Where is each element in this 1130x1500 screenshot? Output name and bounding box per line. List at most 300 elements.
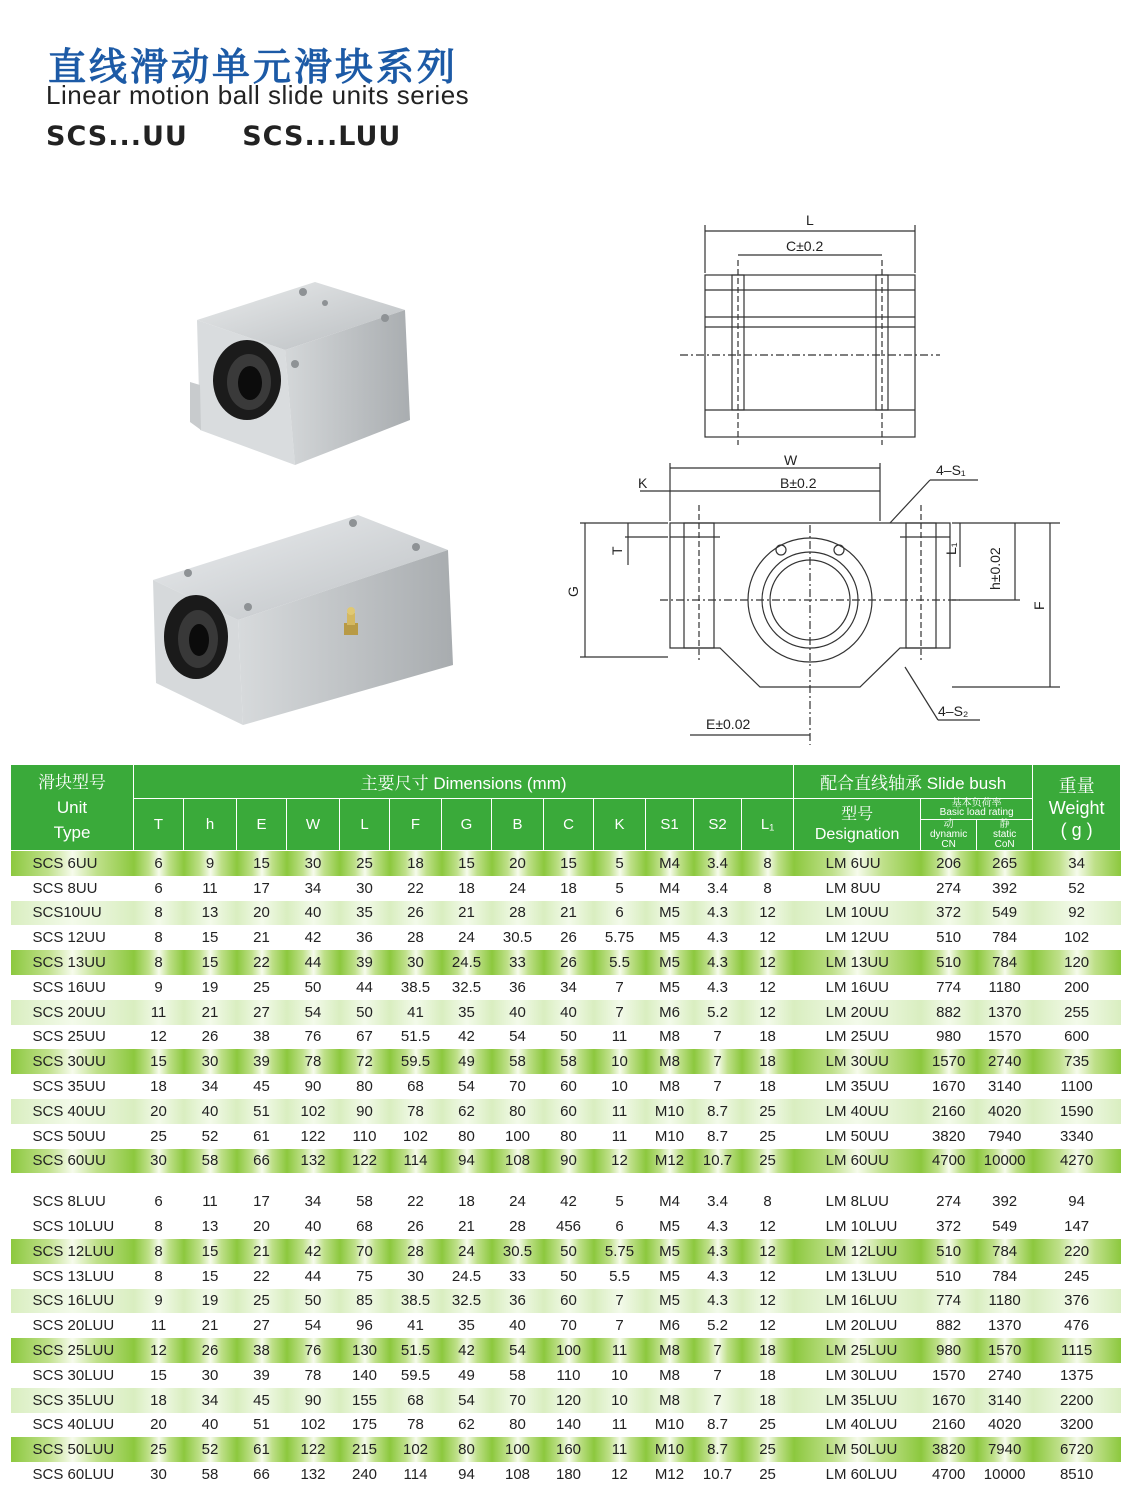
table-cell: 24 (442, 925, 492, 950)
table-cell: 120 (544, 1388, 594, 1413)
col-C: C (544, 799, 594, 851)
table-cell: 510 (921, 1239, 977, 1264)
table-cell: 70 (492, 1074, 544, 1099)
table-cell: 1180 (977, 975, 1033, 1000)
table-cell: 40 (492, 1313, 544, 1338)
table-cell: 42 (287, 1239, 340, 1264)
table-cell: 4.3 (694, 950, 742, 975)
table-cell: 3.4 (694, 876, 742, 901)
table-cell: 40 (184, 1099, 237, 1124)
table-cell: 7 (594, 1313, 646, 1338)
table-cell: 2740 (977, 1049, 1033, 1074)
table-cell: 7 (694, 1338, 742, 1363)
table-cell: 60 (544, 1289, 594, 1314)
table-cell: 102 (390, 1124, 442, 1149)
table-cell: 80 (544, 1124, 594, 1149)
table-cell: M8 (646, 1074, 694, 1099)
table-cell: 122 (287, 1437, 340, 1462)
table-cell: 5 (594, 876, 646, 901)
table-cell: 376 (1033, 1289, 1121, 1314)
table-cell: 7 (694, 1074, 742, 1099)
table-cell: 100 (544, 1338, 594, 1363)
table-cell: 4270 (1033, 1149, 1121, 1174)
table-cell: 36 (340, 925, 390, 950)
unit-type-cell: SCS 13LUU (11, 1264, 134, 1289)
luu-row (11, 1313, 1121, 1338)
table-cell: 28 (390, 1239, 442, 1264)
col-L1: L₁ (742, 799, 794, 851)
col-designation (794, 799, 921, 851)
table-cell: 8 (742, 851, 794, 876)
designation-cell: LM 8LUU (794, 1189, 921, 1214)
table-cell: 40 (544, 1000, 594, 1025)
uu-row (11, 975, 1121, 1000)
table-cell: 102 (1033, 925, 1121, 950)
designation-cn: 型号 (841, 805, 874, 823)
designation-cell: LM 60LUU (794, 1462, 921, 1487)
table-cell: 51 (237, 1099, 287, 1124)
table-cell: 80 (340, 1074, 390, 1099)
table-cell: 44 (287, 1264, 340, 1289)
table-cell: 215 (340, 1437, 390, 1462)
table-cell: M4 (646, 876, 694, 901)
table-cell: 7 (594, 1289, 646, 1314)
table-cell: 90 (287, 1388, 340, 1413)
table-cell: 15 (237, 851, 287, 876)
table-cell: 456 (544, 1214, 594, 1239)
table-cell: 20 (492, 851, 544, 876)
table-cell: 11 (184, 876, 237, 901)
table-cell: M8 (646, 1363, 694, 1388)
table-cell: 8 (134, 1214, 184, 1239)
table-cell: 3820 (921, 1124, 977, 1149)
table-cell: 3.4 (694, 851, 742, 876)
table-cell: 274 (921, 876, 977, 901)
unit-type-cell: SCS10UU (11, 901, 134, 926)
table-cell: 4020 (977, 1413, 1033, 1438)
table-cell: 68 (390, 1388, 442, 1413)
designation-cell: LM 30LUU (794, 1363, 921, 1388)
table-cell: 2160 (921, 1099, 977, 1124)
table-cell: 44 (340, 975, 390, 1000)
table-cell: 21 (442, 1214, 492, 1239)
unit-type-cell: SCS 35LUU (11, 1388, 134, 1413)
table-cell: 45 (237, 1074, 287, 1099)
col-S2: S2 (694, 799, 742, 851)
table-cell: 25 (742, 1149, 794, 1174)
table-cell: 92 (1033, 901, 1121, 926)
designation-cell: LM 20LUU (794, 1313, 921, 1338)
header-type-en1: Unit (56, 798, 88, 817)
table-cell: 245 (1033, 1264, 1121, 1289)
table-cell: 1670 (921, 1074, 977, 1099)
table-cell: 18 (742, 1388, 794, 1413)
table-cell: 40 (184, 1413, 237, 1438)
table-cell: 28 (492, 901, 544, 926)
col-B: B (492, 799, 544, 851)
table-cell: 28 (492, 1214, 544, 1239)
table-cell: 78 (287, 1363, 340, 1388)
uu-row (11, 1025, 1121, 1050)
table-cell: 39 (237, 1049, 287, 1074)
table-cell: 9 (134, 1289, 184, 1314)
table-cell: 110 (340, 1124, 390, 1149)
table-cell: 78 (287, 1049, 340, 1074)
table-cell: 155 (340, 1388, 390, 1413)
dim-label-S1: 4–S₁ (936, 462, 966, 478)
table-cell: M12 (646, 1462, 694, 1487)
designation-cell: LM 10UU (794, 901, 921, 926)
table-cell: 5.5 (594, 950, 646, 975)
table-cell: 4.3 (694, 1264, 742, 1289)
table-cell: 17 (237, 876, 287, 901)
table-cell: 25 (742, 1413, 794, 1438)
table-cell: 70 (492, 1388, 544, 1413)
table-cell: 80 (492, 1099, 544, 1124)
designation-cell: LM 12LUU (794, 1239, 921, 1264)
table-cell: 784 (977, 1264, 1033, 1289)
table-cell: 26 (184, 1025, 237, 1050)
table-cell: 774 (921, 1289, 977, 1314)
table-cell: 12 (742, 925, 794, 950)
table-cell: 7 (694, 1025, 742, 1050)
designation-cell: LM 12UU (794, 925, 921, 950)
table-cell: 33 (492, 950, 544, 975)
table-cell: 20 (237, 1214, 287, 1239)
table-cell: 24 (442, 1239, 492, 1264)
table-cell: 22 (390, 876, 442, 901)
table-cell: 30 (390, 1264, 442, 1289)
unit-type-cell: SCS 60UU (11, 1149, 134, 1174)
table-cell: 42 (544, 1189, 594, 1214)
table-cell: M10 (646, 1099, 694, 1124)
table-cell: 61 (237, 1437, 287, 1462)
table-cell: 58 (544, 1049, 594, 1074)
table-cell: 10000 (977, 1149, 1033, 1174)
table-cell: 30 (287, 851, 340, 876)
table-cell: 78 (390, 1413, 442, 1438)
table-cell: 18 (442, 1189, 492, 1214)
table-cell: 8 (134, 950, 184, 975)
table-cell: 34 (184, 1074, 237, 1099)
table-cell: 30.5 (492, 925, 544, 950)
table-cell: 1570 (921, 1363, 977, 1388)
table-cell: 11 (594, 1124, 646, 1149)
table-cell: 7940 (977, 1437, 1033, 1462)
table-cell: 25 (237, 1289, 287, 1314)
table-cell: 5 (594, 1189, 646, 1214)
table-cell: 10.7 (694, 1149, 742, 1174)
table-cell: 3140 (977, 1074, 1033, 1099)
table-cell: 15 (442, 851, 492, 876)
dim-label-F: F (1031, 601, 1047, 610)
table-cell: 15 (184, 1264, 237, 1289)
table-cell: 68 (340, 1214, 390, 1239)
table-cell: 13 (184, 1214, 237, 1239)
designation-cell: LM 10LUU (794, 1214, 921, 1239)
table-cell: 980 (921, 1338, 977, 1363)
uu-row (11, 1124, 1121, 1149)
table-cell: 42 (287, 925, 340, 950)
table-cell: 90 (544, 1149, 594, 1174)
table-cell: M5 (646, 901, 694, 926)
col-K: K (594, 799, 646, 851)
unit-type-cell: SCS 35UU (11, 1074, 134, 1099)
table-cell: 882 (921, 1000, 977, 1025)
uu-row (11, 1099, 1121, 1124)
col-G: G (442, 799, 492, 851)
table-cell: 372 (921, 1214, 977, 1239)
table-cell: 180 (544, 1462, 594, 1487)
table-cell: 6 (594, 901, 646, 926)
table-cell: 8 (134, 925, 184, 950)
luu-row (11, 1413, 1121, 1438)
table-cell: 59.5 (390, 1363, 442, 1388)
table-cell: 132 (287, 1149, 340, 1174)
table-cell: 21 (237, 925, 287, 950)
table-cell: 5.2 (694, 1000, 742, 1025)
unit-type-cell: SCS 16LUU (11, 1289, 134, 1314)
table-cell: 66 (237, 1462, 287, 1487)
col-W: W (287, 799, 340, 851)
table-cell: M5 (646, 1214, 694, 1239)
unit-type-cell: SCS 60LUU (11, 1462, 134, 1487)
unit-type-cell: SCS 25UU (11, 1025, 134, 1050)
table-cell: 510 (921, 925, 977, 950)
table-cell: 1375 (1033, 1363, 1121, 1388)
table-cell: 1370 (977, 1000, 1033, 1025)
table-cell: 15 (134, 1049, 184, 1074)
table-cell: 76 (287, 1338, 340, 1363)
designation-cell: LM 8UU (794, 876, 921, 901)
table-cell: 25 (134, 1437, 184, 1462)
table-cell: M5 (646, 1264, 694, 1289)
table-cell: 42 (442, 1025, 492, 1050)
table-cell: M8 (646, 1025, 694, 1050)
table-cell: 34 (287, 1189, 340, 1214)
header-weight-unit: ( g ) (1060, 819, 1093, 840)
table-cell: 70 (544, 1313, 594, 1338)
table-cell: M8 (646, 1338, 694, 1363)
dynamic-cn: 动 (943, 819, 954, 830)
table-cell: 108 (492, 1462, 544, 1487)
table-cell: 35 (340, 901, 390, 926)
table-cell: 392 (977, 876, 1033, 901)
unit-type-cell: SCS 40LUU (11, 1413, 134, 1438)
table-cell: 54 (287, 1000, 340, 1025)
table-cell: 34 (1033, 851, 1121, 876)
table-cell: 70 (340, 1239, 390, 1264)
designation-cell: LM 60UU (794, 1149, 921, 1174)
table-cell: 1570 (977, 1025, 1033, 1050)
table-cell: 510 (921, 950, 977, 975)
table-cell: 1570 (977, 1338, 1033, 1363)
table-cell: 72 (340, 1049, 390, 1074)
table-cell: 4.3 (694, 975, 742, 1000)
table-cell: 52 (1033, 876, 1121, 901)
table-cell: M5 (646, 1289, 694, 1314)
table-cell: M5 (646, 975, 694, 1000)
table-cell: 13 (184, 901, 237, 926)
luu-row (11, 1338, 1121, 1363)
luu-row (11, 1239, 1121, 1264)
table-cell: 12 (742, 1313, 794, 1338)
table-cell: 52 (184, 1124, 237, 1149)
table-cell: 30 (134, 1149, 184, 1174)
table-cell: M8 (646, 1388, 694, 1413)
table-cell: 784 (977, 1239, 1033, 1264)
dim-label-G: G (565, 586, 581, 597)
dim-label-L: L (806, 212, 814, 228)
table-cell: 735 (1033, 1049, 1121, 1074)
table-cell: 26 (544, 925, 594, 950)
table-cell: 4.3 (694, 1239, 742, 1264)
table-cell: 21 (442, 901, 492, 926)
designation-cell: LM 25LUU (794, 1338, 921, 1363)
table-cell: 7 (594, 975, 646, 1000)
unit-type-cell: SCS 12UU (11, 925, 134, 950)
designation-cell: LM 40UU (794, 1099, 921, 1124)
table-cell: 10000 (977, 1462, 1033, 1487)
static-cn: 静 (999, 819, 1010, 830)
table-cell: 5.75 (594, 925, 646, 950)
table-cell: M5 (646, 1239, 694, 1264)
table-cell: 7 (694, 1049, 742, 1074)
title-english: Linear motion ball slide units series (46, 80, 470, 110)
designation-cell: LM 20UU (794, 1000, 921, 1025)
table-cell: 12 (742, 1264, 794, 1289)
table-cell: M10 (646, 1413, 694, 1438)
table-cell: 114 (390, 1149, 442, 1174)
luu-row (11, 1437, 1121, 1462)
table-cell: 39 (237, 1363, 287, 1388)
table-cell: 12 (134, 1338, 184, 1363)
designation-cell: LM 16UU (794, 975, 921, 1000)
table-cell: 11 (594, 1437, 646, 1462)
table-cell: 96 (340, 1313, 390, 1338)
table-cell: 11 (594, 1413, 646, 1438)
table-cell: 62 (442, 1413, 492, 1438)
table-cell: M12 (646, 1149, 694, 1174)
table-cell: 18 (742, 1363, 794, 1388)
table-cell: 140 (340, 1363, 390, 1388)
table-cell: 8.7 (694, 1099, 742, 1124)
table-cell: 18 (442, 876, 492, 901)
table-cell: 22 (237, 950, 287, 975)
table-cell: 1570 (921, 1049, 977, 1074)
table-cell: 4700 (921, 1149, 977, 1174)
table-cell: 24 (492, 876, 544, 901)
table-cell: 24.5 (442, 950, 492, 975)
table-cell: 7 (594, 1000, 646, 1025)
designation-cell: LM 35LUU (794, 1388, 921, 1413)
table-cell: 1180 (977, 1289, 1033, 1314)
table-cell: 274 (921, 1189, 977, 1214)
table-cell: 40 (492, 1000, 544, 1025)
table-cell: 36 (492, 1289, 544, 1314)
table-cell: 80 (492, 1413, 544, 1438)
table-cell: 25 (134, 1124, 184, 1149)
table-cell: 980 (921, 1025, 977, 1050)
product-photo-long-unit (148, 505, 468, 730)
table-cell: 549 (977, 1214, 1033, 1239)
table-cell: 3140 (977, 1388, 1033, 1413)
dim-label-C: C±0.2 (786, 238, 824, 254)
table-cell: M5 (646, 950, 694, 975)
table-cell: 120 (1033, 950, 1121, 975)
table-cell: 1115 (1033, 1338, 1121, 1363)
table-cell: 80 (442, 1124, 492, 1149)
table-cell: 30 (340, 876, 390, 901)
unit-type-cell: SCS 16UU (11, 975, 134, 1000)
uu-row (11, 1074, 1121, 1099)
table-cell: 6720 (1033, 1437, 1121, 1462)
table-cell: M6 (646, 1000, 694, 1025)
table-cell: 12 (742, 1214, 794, 1239)
table-cell: 24 (492, 1189, 544, 1214)
table-cell: 15 (544, 851, 594, 876)
table-cell: 102 (287, 1413, 340, 1438)
series-labels (46, 121, 445, 152)
uu-row (11, 851, 1121, 876)
table-cell: 11 (594, 1099, 646, 1124)
table-cell: 18 (544, 876, 594, 901)
table-cell: 10 (594, 1363, 646, 1388)
table-cell: 49 (442, 1363, 492, 1388)
table-cell: 8 (742, 1189, 794, 1214)
designation-cell: LM 30UU (794, 1049, 921, 1074)
table-cell: 60 (544, 1099, 594, 1124)
uu-row (11, 1049, 1121, 1074)
table-cell: 20 (134, 1413, 184, 1438)
table-cell: 34 (544, 975, 594, 1000)
table-cell: 32.5 (442, 1289, 492, 1314)
table-cell: 2740 (977, 1363, 1033, 1388)
table-cell: 21 (544, 901, 594, 926)
table-cell: 58 (184, 1462, 237, 1487)
uu-row (11, 925, 1121, 950)
table-cell: 54 (492, 1338, 544, 1363)
table-cell: 30 (134, 1462, 184, 1487)
series-luu: SCS...LUU (242, 121, 402, 152)
table-cell: 42 (442, 1338, 492, 1363)
table-cell: 100 (492, 1124, 544, 1149)
table-cell: 882 (921, 1313, 977, 1338)
table-cell: 1590 (1033, 1099, 1121, 1124)
table-cell: 549 (977, 901, 1033, 926)
table-cell: 3.4 (694, 1189, 742, 1214)
table-cell: 11 (134, 1313, 184, 1338)
unit-type-cell: SCS 8LUU (11, 1189, 134, 1214)
load-dynamic (921, 820, 977, 850)
table-cell: 36 (492, 975, 544, 1000)
table-cell: 35 (442, 1000, 492, 1025)
col-L: L (340, 799, 390, 851)
series-uu: SCS...UU (46, 121, 188, 152)
table-cell: 12 (742, 901, 794, 926)
table-cell: 3820 (921, 1437, 977, 1462)
dim-label-B: B±0.2 (780, 475, 817, 491)
designation-cell: LM 16LUU (794, 1289, 921, 1314)
table-cell: 41 (390, 1313, 442, 1338)
designation-cell: LM 50LUU (794, 1437, 921, 1462)
uu-row (11, 1000, 1121, 1025)
table-cell: 12 (742, 1239, 794, 1264)
dim-label-T: T (609, 546, 625, 555)
uu-row (11, 876, 1121, 901)
table-cell: 510 (921, 1264, 977, 1289)
static-en: static (992, 829, 1017, 840)
